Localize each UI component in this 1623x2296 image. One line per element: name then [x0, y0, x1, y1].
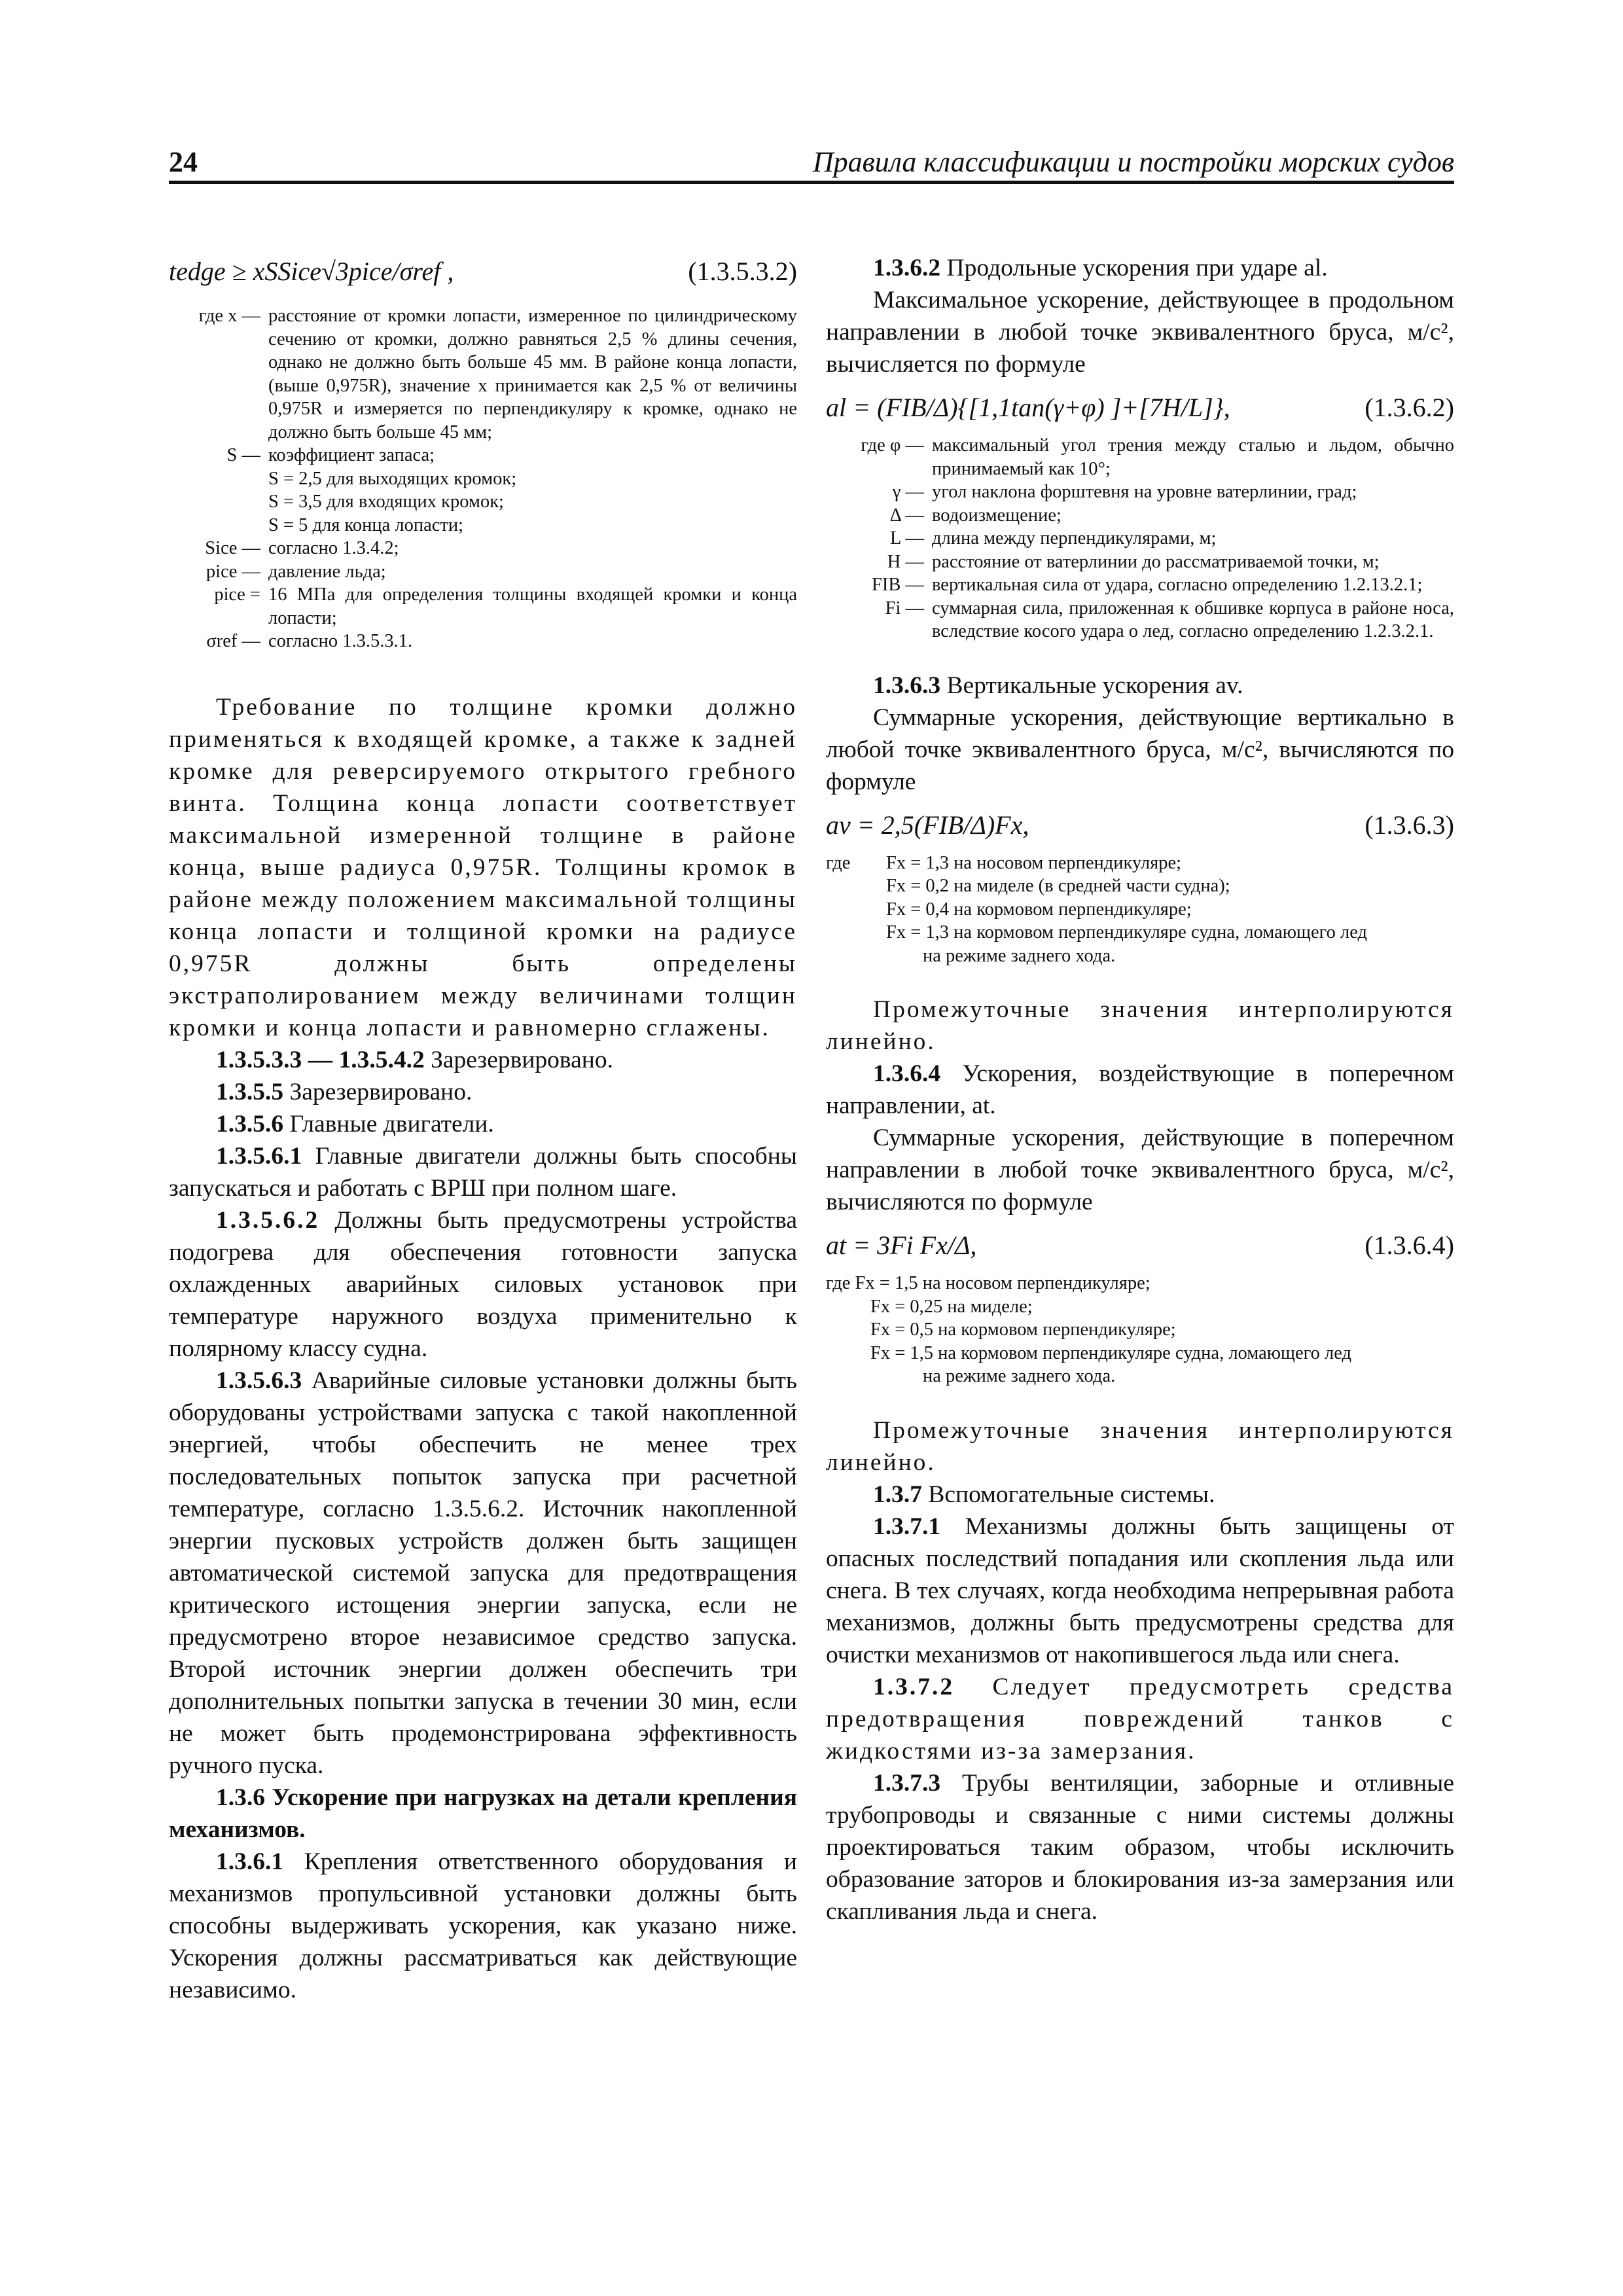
where-row — [826, 434, 1454, 480]
paragraph-1-3-5-6-3 — [169, 1365, 797, 1782]
formula-number: (1.3.6.3) — [1364, 810, 1454, 840]
where-description: максимальный угол трения между сталью и льдом, обычно принимаемый как 10°; — [932, 435, 1454, 479]
section-number: 1.3.7 — [873, 1480, 922, 1508]
formula-1-3-6-4 — [826, 1226, 1454, 1272]
where-symbol: pice — — [205, 561, 260, 582]
paragraph-1-3-6-2 — [826, 252, 1454, 284]
where-description: S = 5 для конца лопасти; — [268, 514, 464, 535]
where-symbol: γ — — [892, 482, 924, 502]
where-symbol: Sice — — [205, 538, 260, 558]
section-text: Главные двигатели. — [283, 1110, 494, 1138]
formula-expression: tedge ≥ xSSice√3pice/σref , — [169, 257, 454, 286]
formula-1-3-5-3-2 — [169, 252, 797, 298]
where-item: Fx = 0,5 на кормовом перпендикуляре; — [870, 1319, 1176, 1340]
paragraph-1-3-7-1 — [826, 1511, 1454, 1671]
section-text: Крепления ответственного оборудования и механизмов пропульсивной установки должны быть способны выдерживать ускорения, как указано ниже. Ускорения должны рассматриваться как действующие независимо. — [169, 1848, 797, 2003]
section-text: Продольные ускорения при ударе al. — [940, 255, 1328, 281]
section-text: Должны быть предусмотрены устройства подогрева для обеспечения готовности запуска охлажденных аварийных силовых установок при температуре наружного воздуха применительно к полярному классу судна. — [169, 1206, 797, 1362]
paragraph-1-3-5-6-2 — [169, 1204, 797, 1365]
formula-number: (1.3.5.3.2) — [688, 257, 797, 286]
where-description: суммарная сила, приложенная к обшивке корпуса в районе носа, вследствие косого удара о лед, согласно определению 1.2.3.2.1. — [932, 598, 1454, 641]
section-text: Механизмы должны быть защищены от опасных последствий попадания или скопления льда или снега. В тех случаях, когда необходима непрерывная работа механизмов, должны быть предусмотрены средства для очистки механизмов от накопившегося льда или снега. — [826, 1513, 1454, 1668]
where-row — [826, 852, 1454, 875]
where-item: Fx = 1,3 на носовом перпендикуляре; — [886, 852, 1182, 873]
paragraph-interpolation: Промежуточные значения интерполируются линейно. — [826, 1416, 1454, 1476]
section-text: Зарезервировано. — [283, 1078, 473, 1105]
formula-1-3-6-3 — [826, 806, 1454, 852]
paragraph-1-3-5-3-3 — [169, 1044, 797, 1076]
where-description: длина между перпендикулярами, м; — [932, 528, 1217, 548]
section-text: Трубы вентиляции, заборные и отливные трубопроводы и связанные с ними системы должны проектироваться таким образом, чтобы исключить образование заторов и блокирования из-за замерзания или скапливания льда и снега. — [826, 1769, 1454, 1925]
section-number: 1.3.7.3 — [873, 1769, 941, 1797]
section-number: 1.3.6.4 — [873, 1060, 941, 1087]
where-row — [169, 514, 797, 537]
where-symbol: Fi — — [885, 598, 924, 619]
section-number: 1.3.5.3.3 — 1.3.5.4.2 — [216, 1046, 425, 1073]
paragraph-1-3-7 — [826, 1479, 1454, 1511]
section-text: Главные двигатели должны быть способны запускаться и работать с ВРШ при полном шаге. — [169, 1142, 797, 1202]
where-row — [826, 550, 1454, 574]
where-row — [826, 480, 1454, 504]
where-description: S = 3,5 для входящих кромок; — [268, 492, 504, 512]
left-column — [169, 252, 797, 2006]
where-description: вертикальная сила от удара, согласно определению 1.2.13.2.1; — [932, 575, 1423, 595]
where-item: на режиме заднего хода. — [923, 1366, 1116, 1386]
where-symbol: где x — — [198, 306, 260, 326]
formula-expression: at = 3Fi Fx/Δ, — [826, 1230, 977, 1260]
where-symbol: pice = — [214, 584, 260, 605]
where-lead: где — [826, 852, 851, 873]
paragraph-interpolation: Промежуточные значения интерполируются линейно. — [826, 996, 1454, 1055]
page-number: 24 — [169, 146, 198, 178]
where-row — [169, 630, 797, 653]
where-item: Fx = 1,3 на кормовом перпендикуляре судна, ломающего лед — [886, 922, 1367, 942]
where-symbol — [169, 490, 268, 514]
paragraph-1-3-6-3 — [826, 670, 1454, 702]
paragraph-1-3-7-2 — [826, 1671, 1454, 1767]
where-description: согласно 1.3.4.2; — [268, 538, 399, 558]
where-row — [826, 504, 1454, 528]
section-text: Ускорение при нагрузках на детали крепления механизмов. — [169, 1784, 797, 1843]
where-list — [826, 434, 1454, 643]
where-description: расстояние от ватерлинии до рассматриваемой точки, м; — [932, 551, 1380, 572]
section-number: 1.3.5.6.3 — [216, 1367, 302, 1394]
where-row — [169, 583, 797, 630]
formula-number: (1.3.6.4) — [1364, 1230, 1454, 1260]
where-description: давление льда; — [268, 561, 386, 582]
where-item: на режиме заднего хода. — [923, 945, 1116, 966]
section-text: Следует предусмотреть средства предотвращения повреждений танков с жидкостями из-за замерзания. — [826, 1673, 1454, 1765]
section-number: 1.3.5.5 — [216, 1078, 284, 1105]
where-row — [169, 444, 797, 467]
where-item: Fx = 0,25 на миделе; — [870, 1296, 1033, 1317]
where-item: где Fx = 1,5 на носовом перпендикуляре; — [826, 1273, 1150, 1293]
where-description: 16 МПа для определения толщины входящей кромки и конца лопасти; — [268, 584, 797, 628]
paragraph-1-3-5-6 — [169, 1108, 797, 1140]
paragraph-max-acceleration: Максимальное ускорение, действующее в продольном направлении в любой точке эквивалентного бруса, м/с², вычисляется по формуле — [826, 287, 1454, 378]
paragraph-1-3-6-4 — [826, 1058, 1454, 1122]
formula-expression: al = (FIB/Δ){[1,1tan(γ+φ) ]+[7H/L]}, — [826, 393, 1230, 422]
where-row — [169, 537, 797, 560]
left-body — [169, 691, 797, 2006]
where-symbol: L — — [890, 528, 924, 548]
section-number: 1.3.6.1 — [216, 1848, 284, 1875]
where-symbol: FIB — — [872, 575, 924, 595]
where-item: Fx = 0,4 на кормовом перпендикуляре; — [886, 899, 1192, 920]
where-description: коэффициент запаса; — [268, 445, 435, 465]
where-symbol: где φ — — [861, 435, 924, 456]
where-description: S = 2,5 для выходящих кромок; — [268, 468, 517, 489]
where-symbol — [169, 514, 268, 537]
formula-number: (1.3.6.2) — [1364, 393, 1454, 422]
where-symbol: S — — [226, 445, 260, 465]
where-row — [169, 560, 797, 584]
where-description: согласно 1.3.5.3.1. — [268, 631, 413, 651]
where-row — [826, 527, 1454, 550]
where-row — [169, 304, 797, 444]
right-body-vertical — [826, 670, 1454, 798]
where-row — [169, 490, 797, 514]
section-number: 1.3.5.6 — [216, 1110, 284, 1138]
section-number: 1.3.6.3 — [873, 672, 941, 699]
formula-expression: av = 2,5(FIB/Δ)Fx, — [826, 810, 1029, 840]
where-description: угол наклона форштевня на уровне ватерлинии, град; — [932, 482, 1357, 502]
paragraph-1-3-5-6-1 — [169, 1140, 797, 1204]
where-symbol — [169, 467, 268, 491]
paragraph-1-3-6-1 — [169, 1846, 797, 2006]
where-item: Fx = 1,5 на кормовом перпендикуляре судна, ломающего лед — [870, 1342, 1351, 1363]
section-number: 1.3.6 — [216, 1784, 265, 1811]
where-list — [169, 304, 797, 653]
where-description: расстояние от кромки лопасти, измеренное по цилиндрическому сечению от кромки, должно равняться 2,5 % длины сечения, однако не должно быть больше 45 мм. В районе конца лопасти, (выше 0,975R), значение x принимается как 2,5 % от величины 0,975R и измеряется по перпендикуляру к кромке, однако не должно быть больше 45 мм; — [268, 306, 797, 442]
paragraph-edge-requirement: Требование по толщине кромки должно применяться к входящей кромке, а также к задней кромке для реверсируемого открытого гребного винта. Толщина конца лопасти соответствует максимальной измеренной толщине в районе конца, выше радиуса 0,975R. Толщины кромок в районе между положением максимальной толщины конца лопасти и толщиной кромки на радиусе 0,975R должны быть определены экстраполированием между величинами толщин кромки и конца лопасти и равномерно сглажены. — [169, 693, 797, 1041]
where-symbol: Δ — — [889, 505, 924, 526]
where-list-fx2 — [826, 1272, 1454, 1388]
section-text: Ускорения, воздействующие в поперечном направлении, at. — [826, 1060, 1454, 1119]
where-row — [826, 597, 1454, 643]
section-text: Зарезервировано. — [424, 1046, 613, 1073]
paragraph-1-3-6 — [169, 1782, 797, 1846]
formula-1-3-6-2 — [826, 388, 1454, 434]
paragraph-1-3-5-5 — [169, 1076, 797, 1108]
right-body-top — [826, 252, 1454, 380]
section-number: 1.3.5.6.1 — [216, 1142, 302, 1170]
right-column — [826, 252, 1454, 1928]
where-row — [169, 467, 797, 491]
section-text: Аварийные силовые установки должны быть оборудованы устройствами запуска с такой накопленной энергией, чтобы обеспечить не менее трех последовательных попыток запуска при расчетной температуре, согласно 1.3.5.6.2. Источник накопленной энергии пусковых устройств должен быть защищен автоматической системой запуска для предотвращения критического истощения энергии запуска, если не предусмотрено второе независимое средство запуска. Второй источник энергии должен обеспечить три дополнительных попытки запуска в течении 30 мин, если не может быть продемонстрирована эффективность ручного пуска. — [169, 1367, 797, 1779]
where-row — [826, 573, 1454, 597]
section-text: Вспомогательные системы. — [922, 1480, 1215, 1508]
section-number: 1.3.7.2 — [873, 1673, 955, 1700]
header-rule — [169, 181, 1454, 184]
paragraph-transverse-accel: Суммарные ускорения, действующие в поперечном направлении в любой точке эквивалентного бруса, м/с², вычисляются по формуле — [826, 1124, 1454, 1215]
right-body-aux — [826, 1414, 1454, 1928]
right-body-transverse — [826, 994, 1454, 1218]
section-text: Вертикальные ускорения av. — [940, 672, 1243, 699]
where-symbol: σref — — [206, 631, 260, 651]
where-description: водоизмещение; — [932, 505, 1061, 526]
running-title: Правила классификации и постройки морских судов — [812, 146, 1454, 178]
where-symbol: H — — [887, 551, 924, 572]
paragraph-1-3-7-3 — [826, 1767, 1454, 1928]
where-list-fx — [826, 852, 1454, 968]
section-number: 1.3.6.2 — [873, 255, 941, 281]
paragraph-vertical-accel: Суммарные ускорения, действующие вертикально в любой точке эквивалентного бруса, м/с², вычисляются по формуле — [826, 704, 1454, 795]
section-number: 1.3.5.6.2 — [216, 1206, 320, 1234]
where-item: Fx = 0,2 на миделе (в средней части судна); — [886, 876, 1230, 896]
section-number: 1.3.7.1 — [873, 1513, 941, 1540]
